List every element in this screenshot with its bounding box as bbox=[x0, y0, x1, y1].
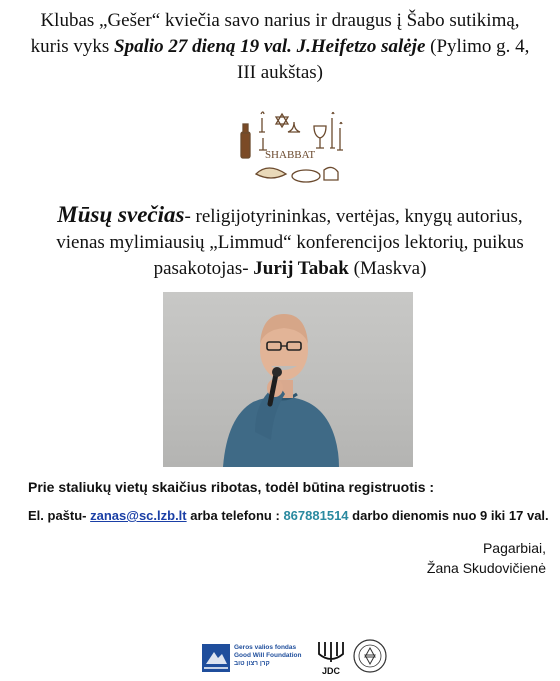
email-link[interactable]: zanas@sc.lzb.lt bbox=[90, 508, 187, 523]
invitation-line-1: Klubas „Gešer“ kviečia savo narius ir draugus į Šabo sutikimą, bbox=[40, 10, 520, 31]
guest-heading: Mūsų svečias bbox=[57, 202, 185, 227]
invitation-line-2 bbox=[0, 34, 560, 60]
community-seal-icon bbox=[352, 638, 388, 674]
shabbat-label: SHABBAT bbox=[264, 149, 316, 161]
signer-name: Žana Skudovičienė bbox=[426, 560, 546, 576]
invitation-when-prefix: kuris vyks bbox=[30, 36, 110, 57]
sponsor-logos bbox=[202, 636, 402, 676]
guest-desc-3: pasakotojas- bbox=[153, 258, 249, 279]
gvf-name-lt: Geros valios fondas bbox=[234, 644, 297, 651]
gvf-name-he: קרן רצון טוב bbox=[234, 660, 270, 667]
registration-notice: Prie staliukų vietų skaičius ribotas, todėl būtina registruotis : bbox=[28, 479, 435, 495]
good-will-foundation-logo-icon bbox=[202, 644, 230, 672]
event-date-place: Spalio 27 dieną 19 val. J.Heifetzo salėje bbox=[114, 36, 426, 57]
jdc-logo-icon bbox=[314, 636, 348, 676]
working-hours: darbo dienomis nuo 9 iki 17 val. bbox=[352, 508, 549, 523]
guest-line-3 bbox=[30, 256, 550, 282]
invitation-text bbox=[0, 8, 560, 86]
phone-label: arba telefonu : bbox=[190, 508, 280, 523]
guest-name: Jurij Tabak bbox=[253, 258, 349, 279]
gvf-name-en: Good Will Foundation bbox=[234, 652, 302, 659]
guest-line-2: vienas mylimiausių „Limmud“ konferencijos lektorių, puikus bbox=[56, 232, 524, 253]
speaker-photo bbox=[163, 292, 413, 467]
invitation-line-3: III aukštas) bbox=[237, 62, 323, 83]
good-will-foundation-text bbox=[234, 644, 301, 668]
guest-line-1 bbox=[30, 202, 550, 230]
guest-desc-1: - religijotyrininkas, vertėjas, knygų autorius, bbox=[184, 206, 523, 227]
email-label: El. paštu- bbox=[28, 508, 87, 523]
guest-city: (Maskva) bbox=[353, 258, 427, 279]
shabbat-illustration-icon bbox=[232, 108, 348, 190]
closing: Pagarbiai, bbox=[482, 540, 546, 556]
phone-number: 867881514 bbox=[283, 508, 349, 523]
address-text: (Pylimo g. 4, bbox=[430, 36, 530, 57]
guest-description bbox=[30, 202, 550, 282]
speaker-figure-icon bbox=[163, 292, 413, 467]
jdc-label: JDC bbox=[321, 666, 341, 676]
signature bbox=[427, 538, 546, 578]
contact-line bbox=[28, 508, 549, 523]
